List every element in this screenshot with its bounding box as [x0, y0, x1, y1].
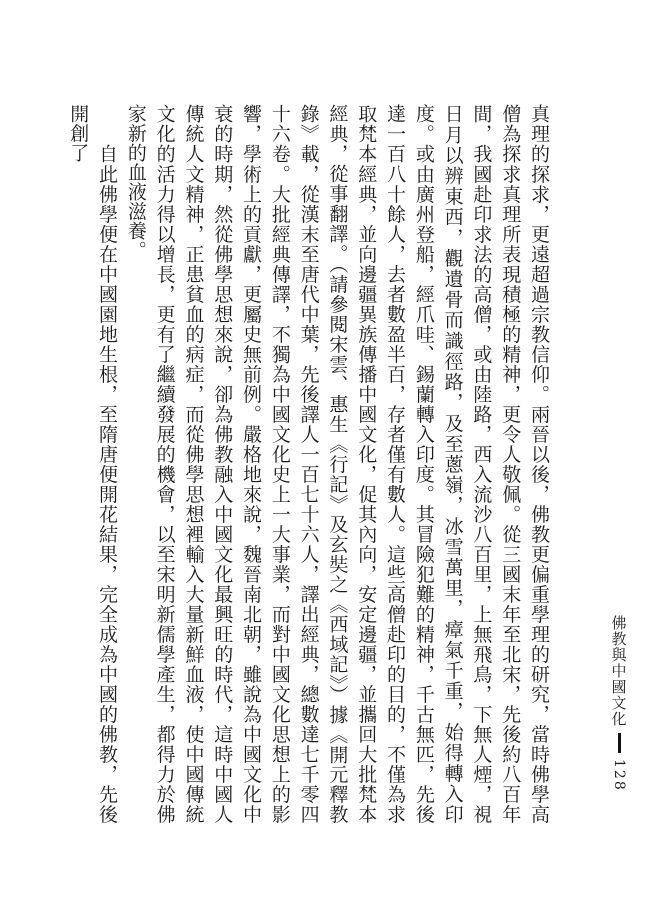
- paragraph: 自此佛學便在中國園地生根，至隋唐便開花結果，完全成為中國的佛教，先後開創了: [67, 104, 119, 824]
- divider: [618, 733, 621, 753]
- page-footer: [604, 615, 634, 792]
- running-title: 佛教與中國文化: [609, 615, 628, 727]
- body-text: [63, 104, 553, 824]
- paragraph: 真理的探求，更遠超過宗教信仰。兩晉以後，佛教更偏重學理的研究，當時佛學高僧為探求真理所表現積極的精神，更令人敬佩。從三國末年至北宋，先後約八百年間，我國赴印求法的高僧，或由陸路，西入流沙八百里，上無飛鳥，下無人煙，視日月以辨東西，觀遺骨而識徑路，及至蔥嶺，冰雪萬里，瘴氣千重，始得轉入印度。或由廣州登船，經爪哇、錫蘭轉入印度。其冒險犯難的精神，千古無匹，先後達一百八十餘人，去者數盈半百，存者僅有數人。這些高僧赴印的目的，不僅為求取梵本經典，並向邊疆異族傳播中國文化，促其內向，安定邊疆，並攜回大批梵本經典，從事翻譯。（請參閱宋雲、惠生《行記》及玄奘之《西域記》）據《開元釋教錄》載，從漢末至唐代中葉，先後譯人一百七十六人，譯出經典，總數達七千零四十六卷。大批經典傳譯，不獨為中國文化史上一大事業，而對中國文化思想上的影響，學術上的貢獻，更屬史無前例。嚴格地來說，魏晉南北朝，雖說為中國文化中衰的時期，然從佛學思想來說，卻為佛教融入中國文化最興旺的時代，這時中國人傳統人文精神，正患貧血的病症，而從佛學思想裡輸入大量新鮮血液，使中國傳統文化的活力得以增長，更有了繼續發展的機會，以至宋明新儒學產生，都得力於佛家新的血液滋養。: [124, 104, 550, 824]
- page-number: 128: [611, 759, 627, 792]
